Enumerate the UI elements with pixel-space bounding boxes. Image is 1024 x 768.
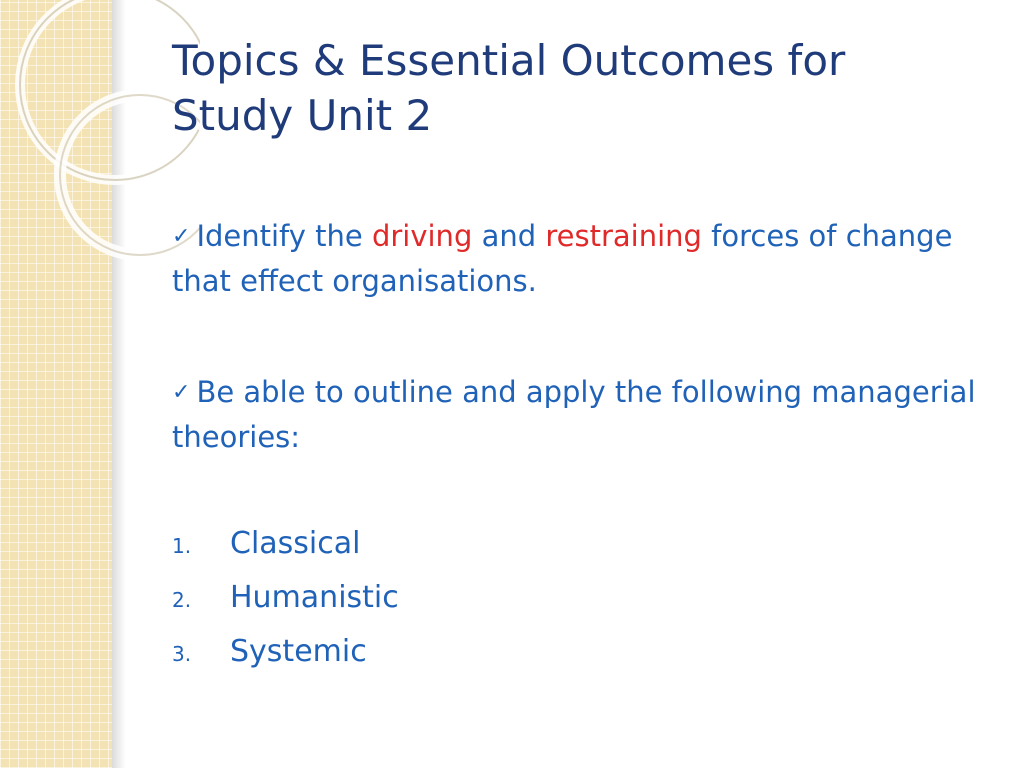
list-item-label: Classical [230, 526, 361, 561]
theories-list [172, 526, 399, 688]
list-item [172, 526, 399, 580]
list-number: 3. [172, 642, 192, 666]
list-item-label: Systemic [230, 634, 367, 669]
highlight-restraining: restraining [545, 219, 702, 253]
bullet-2-text: Be able to outline and apply the following managerial theories: [172, 375, 976, 455]
list-number: 1. [172, 534, 192, 558]
bullet-1-text-start: Identify the [196, 219, 372, 253]
slide-title [172, 34, 992, 143]
highlight-driving: driving [371, 219, 473, 253]
bullet-1-text-and: and [472, 219, 546, 253]
list-item [172, 580, 399, 634]
list-item [172, 634, 399, 688]
bullet-1-text-end: forces of change that effect organisations. [172, 219, 953, 299]
title-line-2: Study Unit 2 [172, 90, 433, 140]
outcome-bullet-1 [172, 214, 992, 304]
outcome-bullet-2 [172, 370, 992, 460]
checkmark-icon: ✓ [172, 224, 191, 249]
decorative-rings-icon [0, 0, 200, 260]
list-number: 2. [172, 588, 192, 612]
checkmark-icon: ✓ [172, 380, 191, 405]
title-line-1: Topics & Essential Outcomes for [172, 36, 846, 85]
list-item-label: Humanistic [230, 580, 399, 615]
